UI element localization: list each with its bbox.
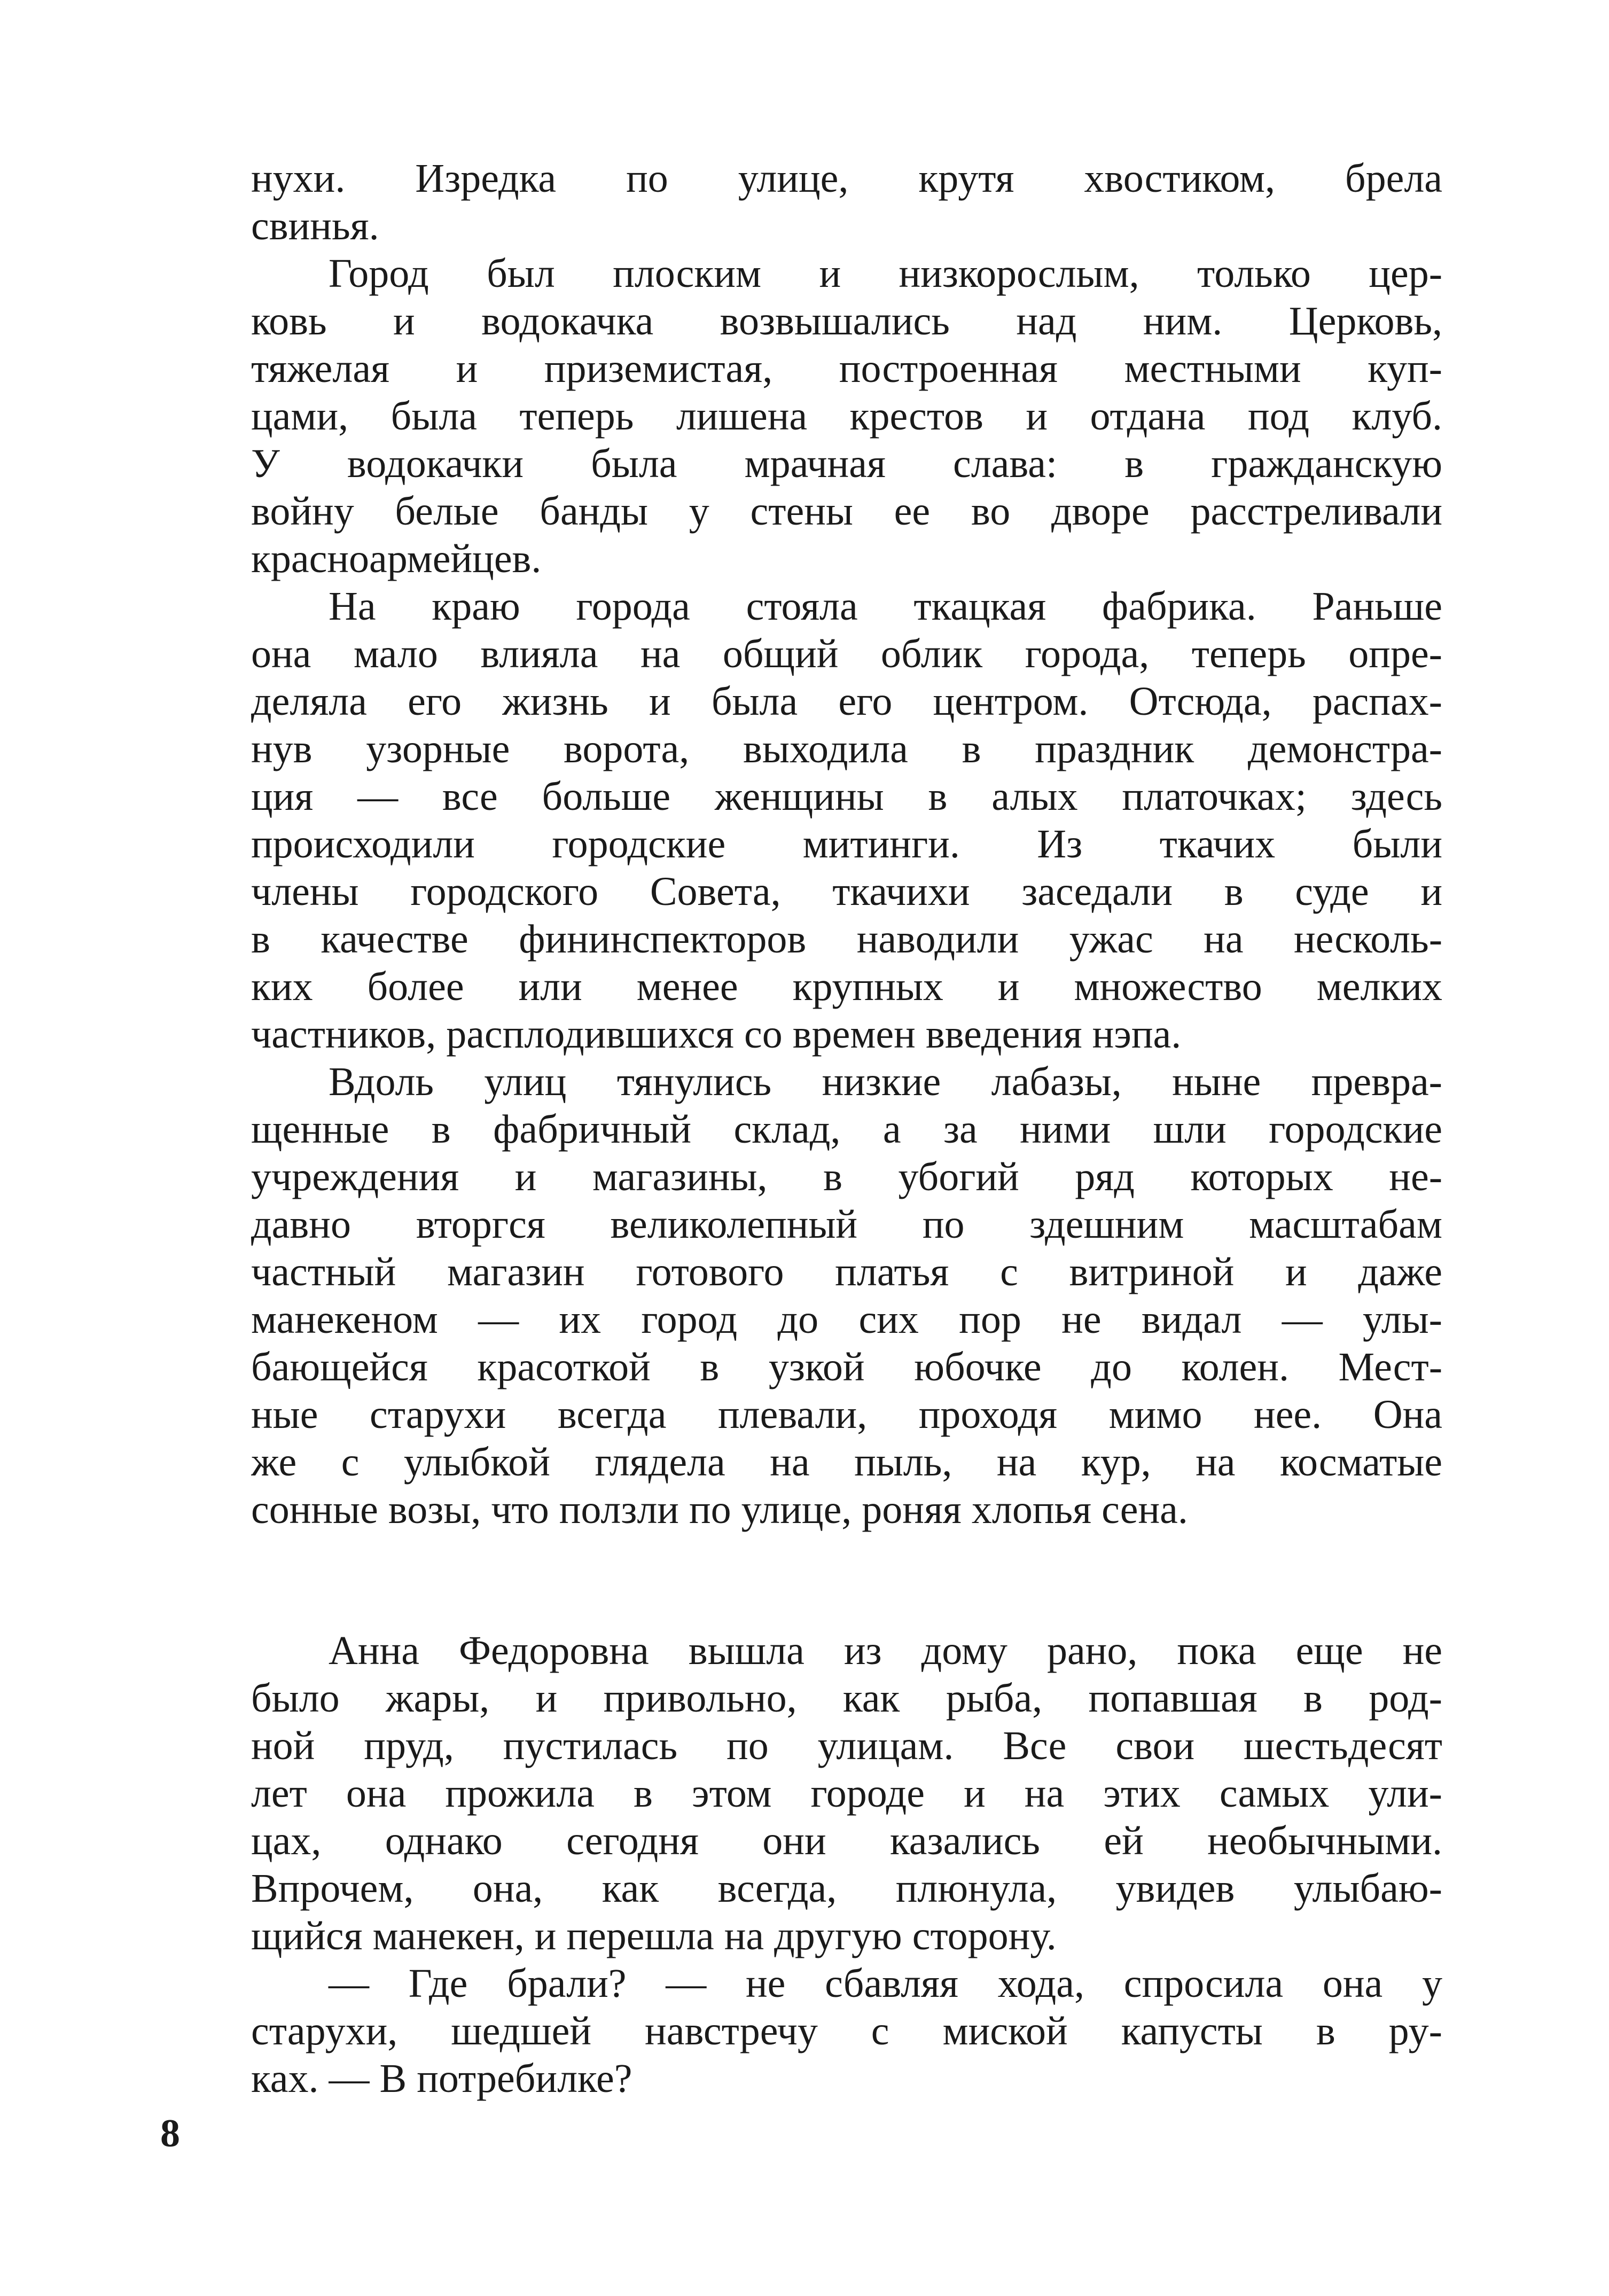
text-line: нухи. Изредка по улице, крутя хвостиком, брела (251, 156, 1442, 201)
paragraph (251, 583, 1442, 1058)
text-line: У водокачки была мрачная слава: в гражданскую (251, 441, 1442, 486)
page-number: 8 (160, 2112, 180, 2156)
text-line: частников, расплодившихся со времен введения нэпа. (251, 1012, 1182, 1057)
text-line: войну белые банды у стены ее во дворе расстреливали (251, 489, 1442, 534)
text-line: ные старухи всегда плевали, проходя мимо нее. Она (251, 1392, 1442, 1437)
text-line: щенные в фабричный склад, а за ними шли городские (251, 1107, 1442, 1152)
text-line: тяжелая и приземистая, построенная местными куп- (251, 346, 1442, 391)
text-line: происходили городские митинги. Из ткачих были (251, 822, 1442, 866)
text-line: цах, однако сегодня они казались ей необычными. (251, 1818, 1442, 1863)
section-break (251, 1534, 1442, 1627)
text-line: свинья. (251, 204, 379, 248)
text-line: На краю города стояла ткацкая фабрика. Раньше (329, 584, 1442, 629)
text-line: ция — все больше женщины в алых платочках; здесь (251, 774, 1442, 819)
text-line: деляла его жизнь и была его центром. Отсюда, распах- (251, 679, 1442, 724)
page-text (251, 155, 1442, 2103)
text-line: цами, была теперь лишена крестов и отдана под клуб. (251, 394, 1442, 439)
paragraph (251, 155, 1442, 250)
text-line: бающейся красоткой в узкой юбочке до колен. Мест- (251, 1345, 1442, 1389)
text-line: лет она прожила в этом городе и на этих самых ули- (251, 1771, 1442, 1816)
text-line: в качестве фининспекторов наводили ужас на несколь- (251, 917, 1442, 962)
paragraph (251, 1960, 1442, 2103)
text-line: ках. — В потребилке? (251, 2056, 632, 2101)
text-line: ковь и водокачка возвышались над ним. Церковь, (251, 299, 1442, 343)
text-line: Вдоль улиц тянулись низкие лабазы, ныне превра- (329, 1059, 1442, 1104)
text-line: же с улыбкой глядела на пыль, на кур, на косматые (251, 1440, 1442, 1485)
text-line: было жары, и привольно, как рыба, попавшая в род- (251, 1676, 1442, 1721)
paragraph (251, 1627, 1442, 1960)
text-line: ной пруд, пустилась по улицам. Все свои шестьдесят (251, 1723, 1442, 1768)
text-line: красноармейцев. (251, 536, 542, 581)
text-line: давно вторгся великолепный по здешним масштабам (251, 1202, 1442, 1247)
text-line: старухи, шедшей навстречу с миской капусты в ру- (251, 2009, 1442, 2053)
text-line: Город был плоским и низкорослым, только цер- (329, 251, 1442, 296)
text-line: частный магазин готового платья с витриной и даже (251, 1249, 1442, 1294)
text-line: она мало влияла на общий облик города, теперь опре- (251, 631, 1442, 676)
text-line: щийся манекен, и перешла на другую сторону. (251, 1914, 1057, 1958)
text-line: манекеном — их город до сих пор не видал — улы- (251, 1297, 1442, 1342)
paragraph (251, 1058, 1442, 1534)
paragraph (251, 250, 1442, 583)
text-line: Впрочем, она, как всегда, плюнула, увидев улыбаю- (251, 1866, 1442, 1911)
text-line: — Где брали? — не сбавляя хода, спросила она у (329, 1961, 1442, 2006)
text-line: Анна Федоровна вышла из дому рано, пока еще не (329, 1628, 1442, 1673)
text-line: члены городского Совета, ткачихи заседали в суде и (251, 869, 1442, 914)
text-line: сонные возы, что ползли по улице, роняя хлопья сена. (251, 1487, 1188, 1532)
text-line: нув узорные ворота, выходила в праздник демонстра- (251, 727, 1442, 771)
text-line: учреждения и магазины, в убогий ряд которых не- (251, 1154, 1442, 1199)
text-line: ких более или менее крупных и множество мелких (251, 964, 1442, 1009)
